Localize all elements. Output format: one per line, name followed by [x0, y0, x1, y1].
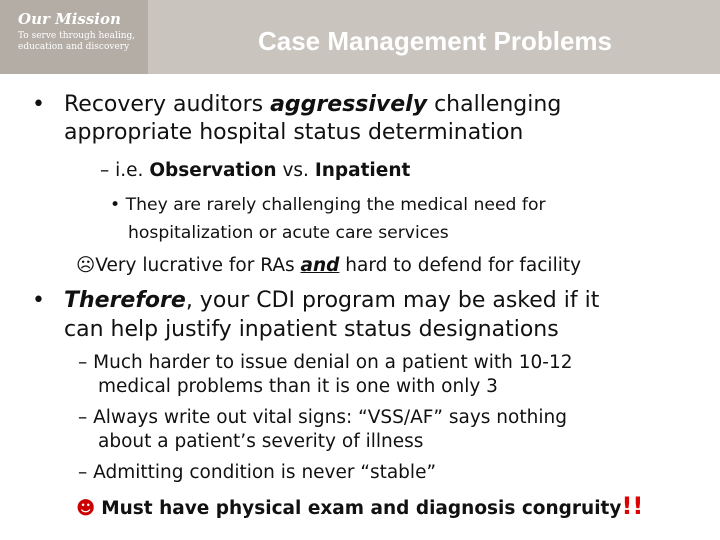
sub-ie-inpatient: Inpatient [314, 160, 411, 181]
tertiary-bullet-line-2: hospitalization or acute care services [128, 223, 449, 243]
bullet-1-line-2: appropriate hospital status determination [64, 120, 524, 145]
smile-bullet-text: Must have physical exam and diagnosis congruity [101, 498, 622, 519]
bullet-1-text-b: challenging [427, 92, 562, 117]
bullet-2-text: , your CDI program may be asked if it [185, 288, 600, 313]
dash-marker: – [78, 407, 88, 428]
frown-text-a: Very lucrative for RAs [95, 255, 301, 276]
frown-text-b: hard to defend for facility [339, 255, 582, 276]
tertiary-text-1: They are rarely challenging the medical need for [125, 195, 546, 215]
sub-admitting-text: Admitting condition is never “stable” [93, 462, 437, 483]
sub-ie-vs: vs. [276, 160, 315, 181]
sub-bullet-admitting [78, 462, 436, 483]
dash-marker: – [100, 160, 110, 181]
dash-marker: – [78, 462, 88, 483]
mission-logo [0, 0, 148, 74]
bullet-1-text-a: Recovery auditors [63, 92, 271, 117]
sub-bullet-vitals-line-2: about a patient’s severity of illness [98, 431, 424, 452]
slide-title: Case Management Problems [257, 26, 612, 56]
logo-title: Our Mission [18, 10, 121, 28]
sub-ie-text-a: i.e. [115, 160, 150, 181]
frown-icon: ☹ [76, 255, 96, 276]
sub-bullet-denial-line-1 [78, 352, 573, 373]
sub-bullet-vitals-line-1 [78, 407, 567, 428]
sub-bullet-denial-line-2: medical problems than it is one with only 3 [98, 376, 498, 397]
frown-bullet [76, 255, 581, 276]
bullet-1-emphasis: aggressively [270, 92, 428, 117]
bullet-2-line-1 [32, 288, 599, 313]
bullet-2-line-2: can help justify inpatient status designations [64, 317, 559, 342]
smile-bullet [76, 492, 643, 520]
bullet-1-line-1 [32, 92, 561, 117]
logo-subtitle: To serve through healing, education and discovery [18, 31, 136, 52]
bullet-dot: • [32, 288, 45, 313]
sub-bullet-ie [100, 160, 410, 181]
bullet-2-emphasis: Therefore [63, 288, 186, 313]
smiley-icon: ☻ [76, 498, 96, 519]
dash-marker: – [78, 352, 88, 373]
sub-denial-text-1: Much harder to issue denial on a patient with 10-12 [93, 352, 573, 373]
sub-ie-observation: Observation [149, 160, 277, 181]
bullet-dot: • [110, 195, 121, 215]
bullet-dot: • [32, 92, 45, 117]
sub-vitals-text-1: Always write out vital signs: “VSS/AF” says nothing [93, 407, 567, 428]
frown-emphasis: and [300, 255, 340, 276]
tertiary-bullet-line-1 [110, 195, 546, 215]
double-exclamation: !! [621, 492, 644, 520]
header-bar [0, 0, 720, 74]
